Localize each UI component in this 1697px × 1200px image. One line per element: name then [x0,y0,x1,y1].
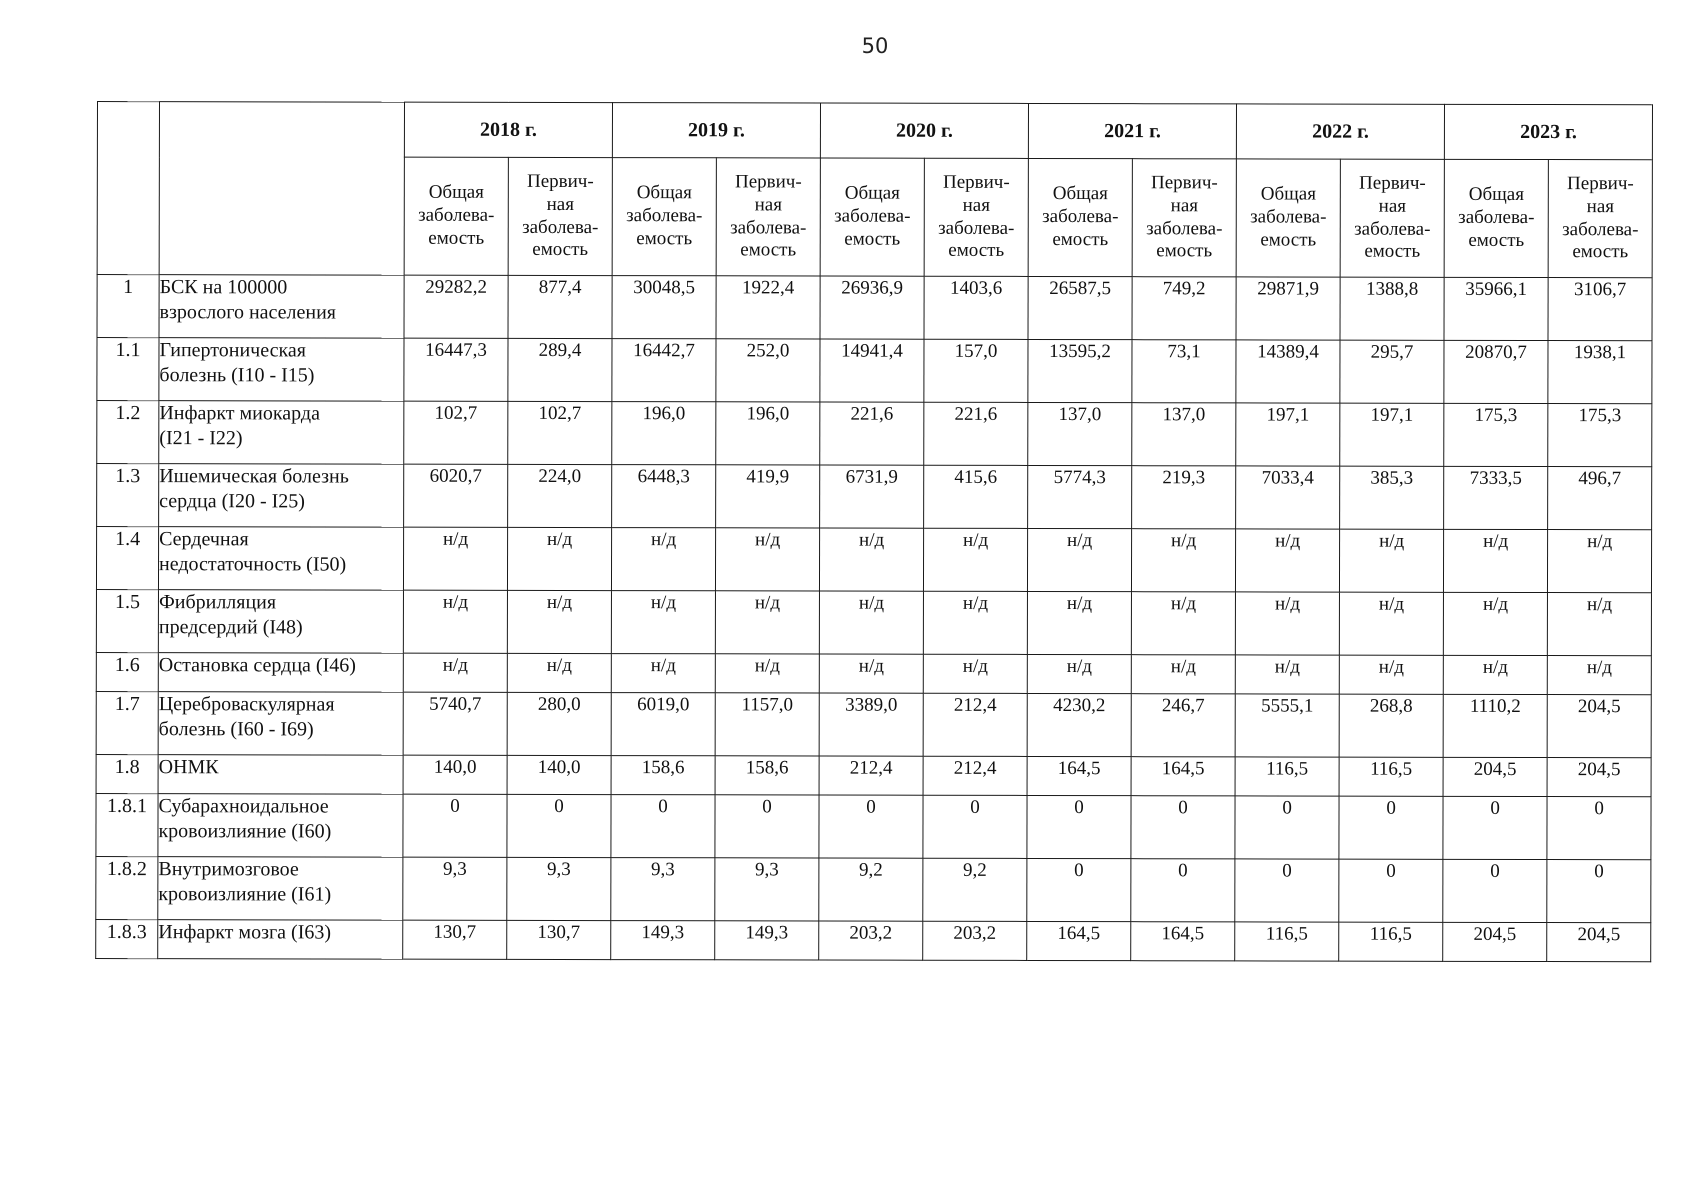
morbidity-table [95,101,1653,962]
primary-morbidity-header: Первич- ная заболева- емость [1340,159,1444,277]
primary-morbidity-cell: 749,2 [1132,277,1236,340]
primary-morbidity-cell: н/д [1131,592,1235,655]
row-number: 1.7 [96,691,158,754]
primary-morbidity-cell: н/д [715,654,819,693]
total-morbidity-cell: н/д [1235,592,1339,655]
primary-morbidity-cell: 289,4 [508,338,612,401]
primary-morbidity-cell: 0 [1547,797,1651,860]
primary-morbidity-cell: 415,6 [924,465,1028,528]
row-name: Цереброваскулярная болезнь (I60 - I69) [158,692,403,756]
primary-morbidity-cell: 197,1 [1340,403,1444,466]
total-morbidity-cell: н/д [819,654,923,693]
primary-morbidity-cell: 496,7 [1548,467,1652,530]
row-number: 1.3 [97,464,159,527]
primary-morbidity-cell: 1922,4 [716,276,820,339]
total-morbidity-cell: 6020,7 [404,464,508,527]
total-morbidity-cell: 204,5 [1443,757,1547,796]
total-morbidity-cell: н/д [403,653,507,692]
row-number: 1.5 [96,590,158,653]
primary-morbidity-cell: 212,4 [923,693,1027,756]
total-morbidity-cell: н/д [611,528,715,591]
table-row [97,401,1652,467]
row-name: Гипертоническая болезнь (I10 - I15) [159,338,404,402]
primary-morbidity-cell: 0 [1131,859,1235,922]
primary-morbidity-cell: 116,5 [1339,757,1443,796]
total-morbidity-cell: 13595,2 [1028,339,1132,402]
primary-morbidity-cell: 175,3 [1548,404,1652,467]
total-morbidity-cell: 35966,1 [1444,277,1548,340]
primary-morbidity-header: Первич- ная заболева- емость [924,158,1028,276]
row-name: Сердечная недостаточность (I50) [158,527,403,591]
total-morbidity-cell: 9,3 [403,857,507,920]
primary-morbidity-cell: 137,0 [1132,403,1236,466]
primary-morbidity-cell: 158,6 [715,756,819,795]
total-morbidity-cell: 0 [1443,859,1547,922]
primary-morbidity-cell: 203,2 [923,921,1027,960]
row-number: 1 [97,275,159,338]
year-header: 2021 г. [1028,103,1236,158]
table-row [96,754,1651,796]
primary-morbidity-cell: 149,3 [715,921,819,960]
total-morbidity-cell: 5774,3 [1028,465,1132,528]
total-morbidity-cell: 203,2 [819,921,923,960]
total-morbidity-cell: 164,5 [1027,756,1131,795]
table-container [95,101,1653,962]
row-name: Внутримозговое кровоизлияние (I61) [158,857,403,921]
header-num-cell [97,102,159,275]
total-morbidity-cell: н/д [1235,655,1339,694]
total-morbidity-cell: 4230,2 [1027,693,1131,756]
total-morbidity-cell: 16447,3 [404,338,508,401]
total-morbidity-cell: 3389,0 [819,693,923,756]
primary-morbidity-cell: 116,5 [1339,922,1443,961]
table-row [97,338,1652,404]
row-name: ОНМК [158,755,403,795]
total-morbidity-cell: 5555,1 [1235,694,1339,757]
primary-morbidity-cell: 1388,8 [1340,277,1444,340]
total-morbidity-cell: 0 [1027,795,1131,858]
primary-morbidity-cell: 224,0 [508,464,612,527]
total-morbidity-cell: 0 [1443,796,1547,859]
primary-morbidity-cell: 221,6 [924,402,1028,465]
primary-morbidity-cell: 0 [1339,859,1443,922]
year-header: 2018 г. [404,102,612,157]
primary-morbidity-cell: н/д [1548,530,1652,593]
total-morbidity-cell: 30048,5 [612,276,716,339]
total-morbidity-cell: н/д [819,591,923,654]
primary-morbidity-cell: н/д [1340,529,1444,592]
primary-morbidity-cell: 204,5 [1547,923,1651,962]
total-morbidity-cell: 6019,0 [611,693,715,756]
primary-morbidity-cell: н/д [1547,593,1651,656]
total-morbidity-cell: н/д [1236,529,1340,592]
total-morbidity-header: Общая заболева- емость [1444,159,1548,277]
total-morbidity-cell: н/д [1028,528,1132,591]
primary-morbidity-cell: н/д [1131,655,1235,694]
row-name: Субарахноидальное кровоизлияние (I60) [158,794,403,858]
table-row [96,691,1651,757]
table-row [96,527,1651,593]
total-morbidity-cell: 158,6 [611,756,715,795]
total-morbidity-cell: 14941,4 [820,339,924,402]
total-morbidity-cell: 0 [611,795,715,858]
primary-morbidity-header: Первич- ная заболева- емость [1132,159,1236,277]
primary-morbidity-cell: н/д [923,591,1027,654]
primary-morbidity-cell: 219,3 [1132,466,1236,529]
table-row [97,464,1652,530]
row-number: 1.4 [96,527,158,590]
primary-morbidity-cell: 419,9 [716,465,820,528]
primary-morbidity-cell: н/д [715,591,819,654]
total-morbidity-header: Общая заболева- емость [1236,159,1340,277]
row-number: 1.1 [97,338,159,401]
primary-morbidity-cell: н/д [1547,656,1651,695]
primary-morbidity-cell: 0 [1547,860,1651,923]
year-header: 2023 г. [1444,104,1652,159]
year-header: 2020 г. [820,103,1028,158]
primary-morbidity-cell: 295,7 [1340,340,1444,403]
total-morbidity-cell: н/д [403,590,507,653]
table-body [96,275,1653,962]
total-morbidity-cell: 20870,7 [1444,340,1548,403]
total-morbidity-cell: 26936,9 [820,276,924,339]
primary-morbidity-cell: н/д [924,528,1028,591]
primary-morbidity-cell: 164,5 [1131,922,1235,961]
total-morbidity-cell: 196,0 [612,402,716,465]
total-morbidity-cell: 0 [1027,858,1131,921]
row-number: 1.8 [96,754,158,793]
total-morbidity-cell: 6731,9 [820,465,924,528]
primary-morbidity-cell: 1938,1 [1548,341,1652,404]
total-morbidity-cell: 197,1 [1236,403,1340,466]
total-morbidity-header: Общая заболева- емость [1028,158,1132,276]
primary-morbidity-cell: 204,5 [1547,758,1651,797]
total-morbidity-cell: 116,5 [1235,922,1339,961]
total-morbidity-cell: 204,5 [1443,922,1547,961]
row-name: Ишемическая болезнь сердца (I20 - I25) [159,464,404,528]
total-morbidity-cell: н/д [820,528,924,591]
total-morbidity-cell: 9,3 [611,858,715,921]
primary-morbidity-cell: н/д [507,527,611,590]
primary-morbidity-cell: 73,1 [1132,340,1236,403]
table-row [96,590,1651,656]
row-number: 1.8.2 [96,856,158,919]
total-morbidity-cell: 140,0 [403,755,507,794]
primary-morbidity-cell: 0 [507,794,611,857]
row-name: Фибрилляция предсердий (I48) [158,590,403,654]
row-name: Инфаркт миокарда (I21 - I22) [159,401,404,465]
total-morbidity-cell: 0 [1235,796,1339,859]
year-header: 2022 г. [1236,104,1444,159]
table-row [96,856,1651,922]
total-morbidity-cell: 0 [819,795,923,858]
total-morbidity-cell: 130,7 [403,920,507,959]
table-row [96,793,1651,859]
total-morbidity-cell: н/д [1443,655,1547,694]
primary-morbidity-header: Первич- ная заболева- емость [1548,160,1652,278]
primary-morbidity-cell: н/д [1132,529,1236,592]
total-morbidity-header: Общая заболева- емость [612,158,716,276]
row-name: Инфаркт мозга (I63) [158,920,403,960]
row-name: Остановка сердца (I46) [158,653,403,693]
total-morbidity-cell: 14389,4 [1236,340,1340,403]
primary-morbidity-cell: н/д [715,528,819,591]
table-row [96,652,1651,694]
total-morbidity-cell: 175,3 [1444,403,1548,466]
primary-morbidity-cell: н/д [923,654,1027,693]
primary-morbidity-cell: 877,4 [508,275,612,338]
primary-morbidity-cell: н/д [1339,655,1443,694]
primary-morbidity-cell: 130,7 [507,920,611,959]
row-number: 1.6 [96,652,158,691]
total-morbidity-cell: 212,4 [819,756,923,795]
total-morbidity-header: Общая заболева- емость [404,157,508,275]
primary-morbidity-cell: 268,8 [1339,694,1443,757]
table-row [96,919,1651,961]
primary-morbidity-cell: 0 [715,795,819,858]
primary-morbidity-cell: н/д [1339,592,1443,655]
row-number: 1.8.3 [96,919,158,958]
primary-morbidity-cell: 140,0 [507,755,611,794]
total-morbidity-cell: 29871,9 [1236,277,1340,340]
total-morbidity-cell: н/д [611,654,715,693]
total-morbidity-cell: 164,5 [1027,921,1131,960]
total-morbidity-cell: н/д [1443,592,1547,655]
year-header-row [97,102,1652,160]
primary-morbidity-cell: 1403,6 [924,276,1028,339]
primary-morbidity-cell: 0 [923,795,1027,858]
row-number: 1.8.1 [96,793,158,856]
table-row [97,275,1652,341]
primary-morbidity-cell: 157,0 [924,339,1028,402]
total-morbidity-cell: 149,3 [611,921,715,960]
total-morbidity-header: Общая заболева- емость [820,158,924,276]
total-morbidity-cell: 0 [1235,859,1339,922]
header-name-cell [159,102,404,276]
primary-morbidity-cell: 9,2 [923,858,1027,921]
total-morbidity-cell: 221,6 [820,402,924,465]
primary-morbidity-cell: 164,5 [1131,757,1235,796]
total-morbidity-cell: 7333,5 [1444,466,1548,529]
primary-morbidity-cell: 212,4 [923,756,1027,795]
primary-morbidity-cell: 246,7 [1131,694,1235,757]
primary-morbidity-cell: н/д [507,590,611,653]
primary-morbidity-header: Первич- ная заболева- емость [508,157,612,275]
total-morbidity-cell: 116,5 [1235,757,1339,796]
primary-morbidity-cell: 204,5 [1547,695,1651,758]
row-number: 1.2 [97,401,159,464]
total-morbidity-cell: 29282,2 [404,275,508,338]
total-morbidity-cell: 7033,4 [1236,466,1340,529]
total-morbidity-cell: 26587,5 [1028,276,1132,339]
total-morbidity-cell: 102,7 [404,401,508,464]
primary-morbidity-cell: 102,7 [508,401,612,464]
primary-morbidity-cell: 9,3 [715,858,819,921]
primary-morbidity-cell: н/д [507,653,611,692]
primary-morbidity-cell: 3106,7 [1548,278,1652,341]
total-morbidity-cell: 1110,2 [1443,694,1547,757]
total-morbidity-cell: 5740,7 [403,692,507,755]
total-morbidity-cell: 6448,3 [612,465,716,528]
primary-morbidity-cell: 280,0 [507,692,611,755]
primary-morbidity-cell: 196,0 [716,402,820,465]
total-morbidity-cell: н/д [1444,529,1548,592]
page-number: 50 [861,34,889,58]
total-morbidity-cell: н/д [403,527,507,590]
total-morbidity-cell: н/д [611,591,715,654]
primary-morbidity-cell: 385,3 [1340,466,1444,529]
total-morbidity-cell: 0 [403,794,507,857]
total-morbidity-cell: 9,2 [819,858,923,921]
primary-morbidity-cell: 0 [1131,796,1235,859]
primary-morbidity-cell: 0 [1339,796,1443,859]
year-header: 2019 г. [612,103,820,158]
primary-morbidity-cell: 9,3 [507,857,611,920]
total-morbidity-cell: 16442,7 [612,339,716,402]
primary-morbidity-header: Первич- ная заболева- емость [716,158,820,276]
total-morbidity-cell: н/д [1027,591,1131,654]
primary-morbidity-cell: 252,0 [716,339,820,402]
total-morbidity-cell: н/д [1027,654,1131,693]
row-name: БСК на 100000 взрослого населения [159,275,404,339]
primary-morbidity-cell: 1157,0 [715,693,819,756]
total-morbidity-cell: 137,0 [1028,402,1132,465]
